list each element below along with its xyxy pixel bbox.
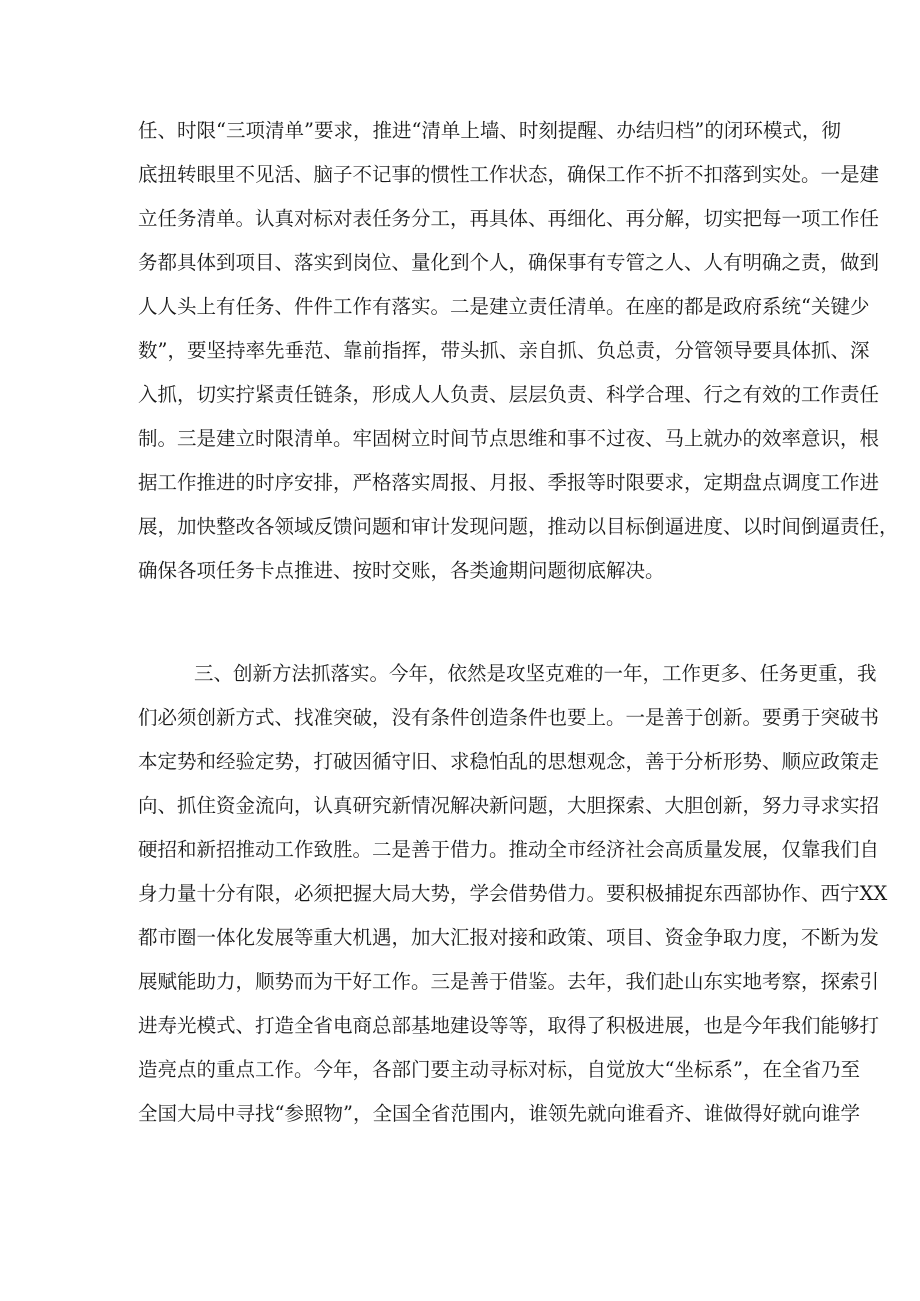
text-line: 务都具体到项目、落实到岗位、量化到个人，确保事有专管之人、人有明确之责，做到 [138,251,880,274]
text-line: 全国大局中寻找“参照物”，全国全省范围内，谁领先就向谁看齐、谁做得好就向谁学 [138,1102,860,1125]
text-line: 展，加快整改各领域反馈问题和审计发现问题，推动以目标倒逼进度、以时间倒逼责任， [138,515,899,538]
text-line: 数”，要坚持率先垂范、靠前指挥，带头抓、亲自抓、负总责，分管领导要具体抓、深 [138,339,870,362]
text-line: 本定势和经验定势，打破因循守旧、求稳怕乱的思想观念，善于分析形势、顺应政策走 [138,750,880,773]
text-line: 底扭转眼里不见活、脑子不记事的惯性工作状态，确保工作不折不扣落到实处。一是建 [138,163,880,186]
text-line: 人人头上有任务、件件工作有落实。二是建立责任清单。在座的都是政府系统“关键少 [138,295,870,318]
text-line: 三、创新方法抓落实。今年，依然是攻坚克难的一年，工作更多、任务更重，我 [194,662,877,685]
text-line: 们必须创新方式、找准突破，没有条件创造条件也要上。一是善于创新。要勇于突破书 [138,706,880,729]
text-line: 入抓，切实拧紧责任链条，形成人人负责、层层负责、科学合理、行之有效的工作责任 [138,383,880,406]
text-line: 造亮点的重点工作。今年，各部门要主动寻标对标，自觉放大“坐标系”，在全省乃至 [138,1058,860,1081]
text-line: 立任务清单。认真对标对表任务分工，再具体、再细化、再分解，切实把每一项工作任 [138,207,880,230]
text-line: 身力量十分有限，必须把握大局大势，学会借势借力。要积极捕捉东西部协作、西宁XX [138,882,888,905]
text-line: 都市圈一体化发展等重大机遇，加大汇报对接和政策、项目、资金争取力度，不断为发 [138,926,880,949]
text-line: 确保各项任务卡点推进、按时交账，各类逾期问题彻底解决。 [138,559,665,582]
text-line: 展赋能助力，顺势而为干好工作。三是善于借鉴。去年，我们赴山东实地考察，探索引 [138,970,880,993]
text-line: 任、时限“三项清单”要求，推进“清单上墙、时刻提醒、办结归档”的闭环模式，彻 [138,119,841,142]
text-line: 硬招和新招推动工作致胜。二是善于借力。推动全市经济社会高质量发展，仅靠我们自 [138,838,880,861]
text-line: 进寿光模式、打造全省电商总部基地建设等等，取得了积极进展，也是今年我们能够打 [138,1014,880,1037]
text-line: 向、抓住资金流向，认真研究新情况解决新问题，大胆探索、大胆创新，努力寻求实招 [138,794,880,817]
text-line: 制。三是建立时限清单。牢固树立时间节点思维和事不过夜、马上就办的效率意识，根 [138,427,880,450]
text-line: 据工作推进的时序安排，严格落实周报、月报、季报等时限要求，定期盘点调度工作进 [138,471,880,494]
